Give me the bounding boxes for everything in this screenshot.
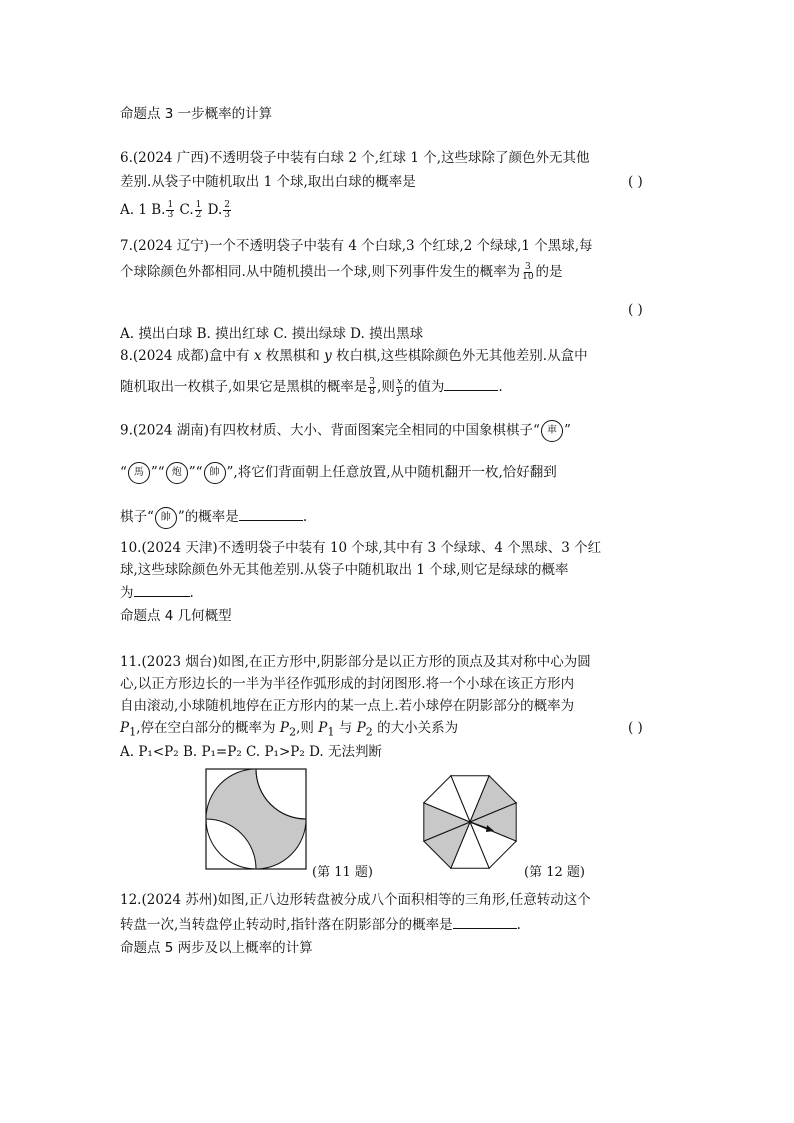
q6-line1: 6.(2024 广西)不透明袋子中装有白球 2 个,红球 1 个,这些球除了颜色外无其他 <box>120 150 590 166</box>
q12-line1: 12.(2024 苏州)如图,正八边形转盘被分成八个面积相等的三角形,任意转动这个 <box>120 892 591 908</box>
q11-sub: 2 <box>365 725 373 739</box>
q11-line4 <box>120 718 458 743</box>
frac-den: 10 <box>522 272 534 282</box>
frac-num: 1 <box>167 200 174 210</box>
q6-option-c-fraction <box>195 201 203 220</box>
q9-text: ”“ <box>150 464 165 481</box>
figure-11-square <box>205 768 307 870</box>
chess-piece-ma-icon: 馬 <box>128 462 150 484</box>
q7-options: A. 摸出白球 B. 摸出红球 C. 摸出绿球 D. 摸出黑球 <box>120 326 424 342</box>
frac-num: x <box>396 377 402 387</box>
q11-var: P <box>318 720 328 736</box>
chess-piece-shuai-icon: 帥 <box>155 507 177 529</box>
q8-text: 枚黑棋和 <box>261 348 325 364</box>
q6-options <box>120 200 232 220</box>
q9-text: ”的概率是 <box>177 509 239 525</box>
q7-answer-paren: ( ) <box>628 302 643 318</box>
frac-num: 2 <box>224 200 231 210</box>
q11-line2: 心,以正方形边长的一半为半径作弧形成的封闭图形.将一个小球在该正方形内 <box>120 676 575 692</box>
figure-12-caption: (第 12 题) <box>524 865 585 880</box>
q11-text: 的大小关系为 <box>372 720 459 736</box>
q8-answer-blank[interactable] <box>444 376 498 391</box>
frac-den: y <box>396 387 402 397</box>
q11-text: 与 <box>334 720 357 736</box>
frac-den: 3 <box>224 210 231 220</box>
q11-sub: 1 <box>327 725 335 739</box>
q6-option-c: C. <box>179 202 194 218</box>
q6-option-a: A. 1 <box>120 202 147 218</box>
figure-11-caption: (第 11 题) <box>312 865 373 880</box>
q6-option-b-fraction <box>166 201 174 220</box>
q11-line3: 自由滚动,小球随机地停在正方形内的某一点上.若小球停在阴影部分的概率为 <box>120 698 575 714</box>
q7-line2-end: 的是 <box>535 264 563 280</box>
q8-text: 的值为 <box>403 379 445 395</box>
frac-den: 3 <box>167 210 174 220</box>
q6-option-d-fraction <box>223 201 231 220</box>
frac-den: 8 <box>369 387 376 397</box>
q8-text: . <box>498 379 503 395</box>
q7-line2-text: 个球除颜色外都相同.从中随机摸出一个球,则下列事件发生的概率为 <box>120 264 521 280</box>
q11-sub: 2 <box>288 725 297 739</box>
q9-text: ” <box>563 422 571 439</box>
q10-line3 <box>120 582 194 603</box>
q8-line2 <box>120 376 503 397</box>
q11-answer-paren: ( ) <box>628 720 643 736</box>
section-heading-4: 命题点 4 几何概型 <box>120 608 232 624</box>
frac-num: 1 <box>195 200 202 210</box>
q6-option-d: D. <box>207 202 223 218</box>
q8-fraction-2 <box>396 378 403 397</box>
q8-text: 枚白棋,这些棋除颜色外无其他差别.从盒中 <box>331 348 588 364</box>
q11-var: P <box>120 720 130 736</box>
q8-var-y: y <box>324 348 332 364</box>
q8-var-x: x <box>253 348 262 364</box>
q11-var: P <box>279 720 289 736</box>
figure-12-octagon-spinner <box>418 770 522 874</box>
q12-answer-blank[interactable] <box>453 914 517 929</box>
q9-text: ”,将它们背面朝上任意放置,从中随机翻开一枚,恰好翻到 <box>226 464 557 481</box>
q6-option-b: B. <box>151 202 166 218</box>
q10-text: . <box>189 585 194 601</box>
q12-text: . <box>516 917 521 933</box>
q11-line1: 11.(2023 烟台)如图,在正方形中,阴影部分是以正方形的顶点及其对称中心为圆 <box>120 654 591 670</box>
q9-answer-blank[interactable] <box>239 506 303 521</box>
q11-option-d: D. 无法判断 <box>309 744 383 760</box>
q8-fraction-1 <box>368 378 376 397</box>
frac-num: 3 <box>524 262 531 272</box>
q9-text: “ <box>120 464 127 481</box>
q12-line2 <box>120 914 521 935</box>
section-heading-5: 命题点 5 两步及以上概率的计算 <box>120 940 313 956</box>
q11-text: ,停在空白部分的概率为 <box>136 720 280 736</box>
q11-var: P <box>356 720 366 736</box>
frac-den: 2 <box>195 210 202 220</box>
q7-line1: 7.(2024 辽宁)一个不透明袋子中装有 4 个白球,3 个红球,2 个绿球,1 个黑球,每 <box>120 238 593 254</box>
q11-option-a: A. P₁<P₂ <box>120 744 179 760</box>
q10-text: 为 <box>120 585 134 601</box>
q11-sub: 1 <box>129 725 137 739</box>
section-heading-3: 命题点 3 一步概率的计算 <box>120 106 273 122</box>
q9-text: 9.(2024 湖南)有四枚材质、大小、背面图案完全相同的中国象棋棋子“ <box>120 422 540 439</box>
q8-text: ,则 <box>377 379 395 395</box>
q9-text: 棋子“ <box>120 509 154 525</box>
q7-line2 <box>120 262 563 282</box>
chess-piece-che-icon: 車 <box>541 420 563 442</box>
q6-line2: 差别.从袋子中随机取出 1 个球,取出白球的概率是 <box>120 174 416 190</box>
q9-text: ”“ <box>188 464 203 481</box>
q10-line1: 10.(2024 天津)不透明袋子中装有 10 个球,其中有 3 个绿球、4 个黑球、3 个红 <box>120 540 602 556</box>
frac-num: 3 <box>369 377 376 387</box>
q9-line1 <box>120 420 571 442</box>
q6-answer-paren: ( ) <box>628 174 643 190</box>
q11-text: ,则 <box>296 720 319 736</box>
q11-options <box>120 742 382 762</box>
q7-fraction <box>521 263 534 282</box>
q11-option-b: B. P₁=P₂ <box>182 744 242 760</box>
q9-line2 <box>120 462 557 484</box>
q11-option-c: C. P₁>P₂ <box>246 744 305 760</box>
q12-text: 转盘一次,当转盘停止转动时,指针落在阴影部分的概率是 <box>120 917 453 933</box>
q8-line1 <box>120 346 588 366</box>
q10-answer-blank[interactable] <box>134 582 190 597</box>
q8-text: 随机取出一枚棋子,如果它是黑棋的概率是 <box>120 379 368 395</box>
q9-line3 <box>120 506 307 529</box>
q9-text: . <box>302 509 308 525</box>
chess-piece-shuai-icon: 帥 <box>204 462 226 484</box>
q8-text: 8.(2024 成都)盒中有 <box>120 348 254 364</box>
chess-piece-pao-icon: 炮 <box>166 462 188 484</box>
q10-line2: 球,这些球除颜色外无其他差别.从袋子中随机取出 1 个球,则它是绿球的概率 <box>120 562 569 578</box>
